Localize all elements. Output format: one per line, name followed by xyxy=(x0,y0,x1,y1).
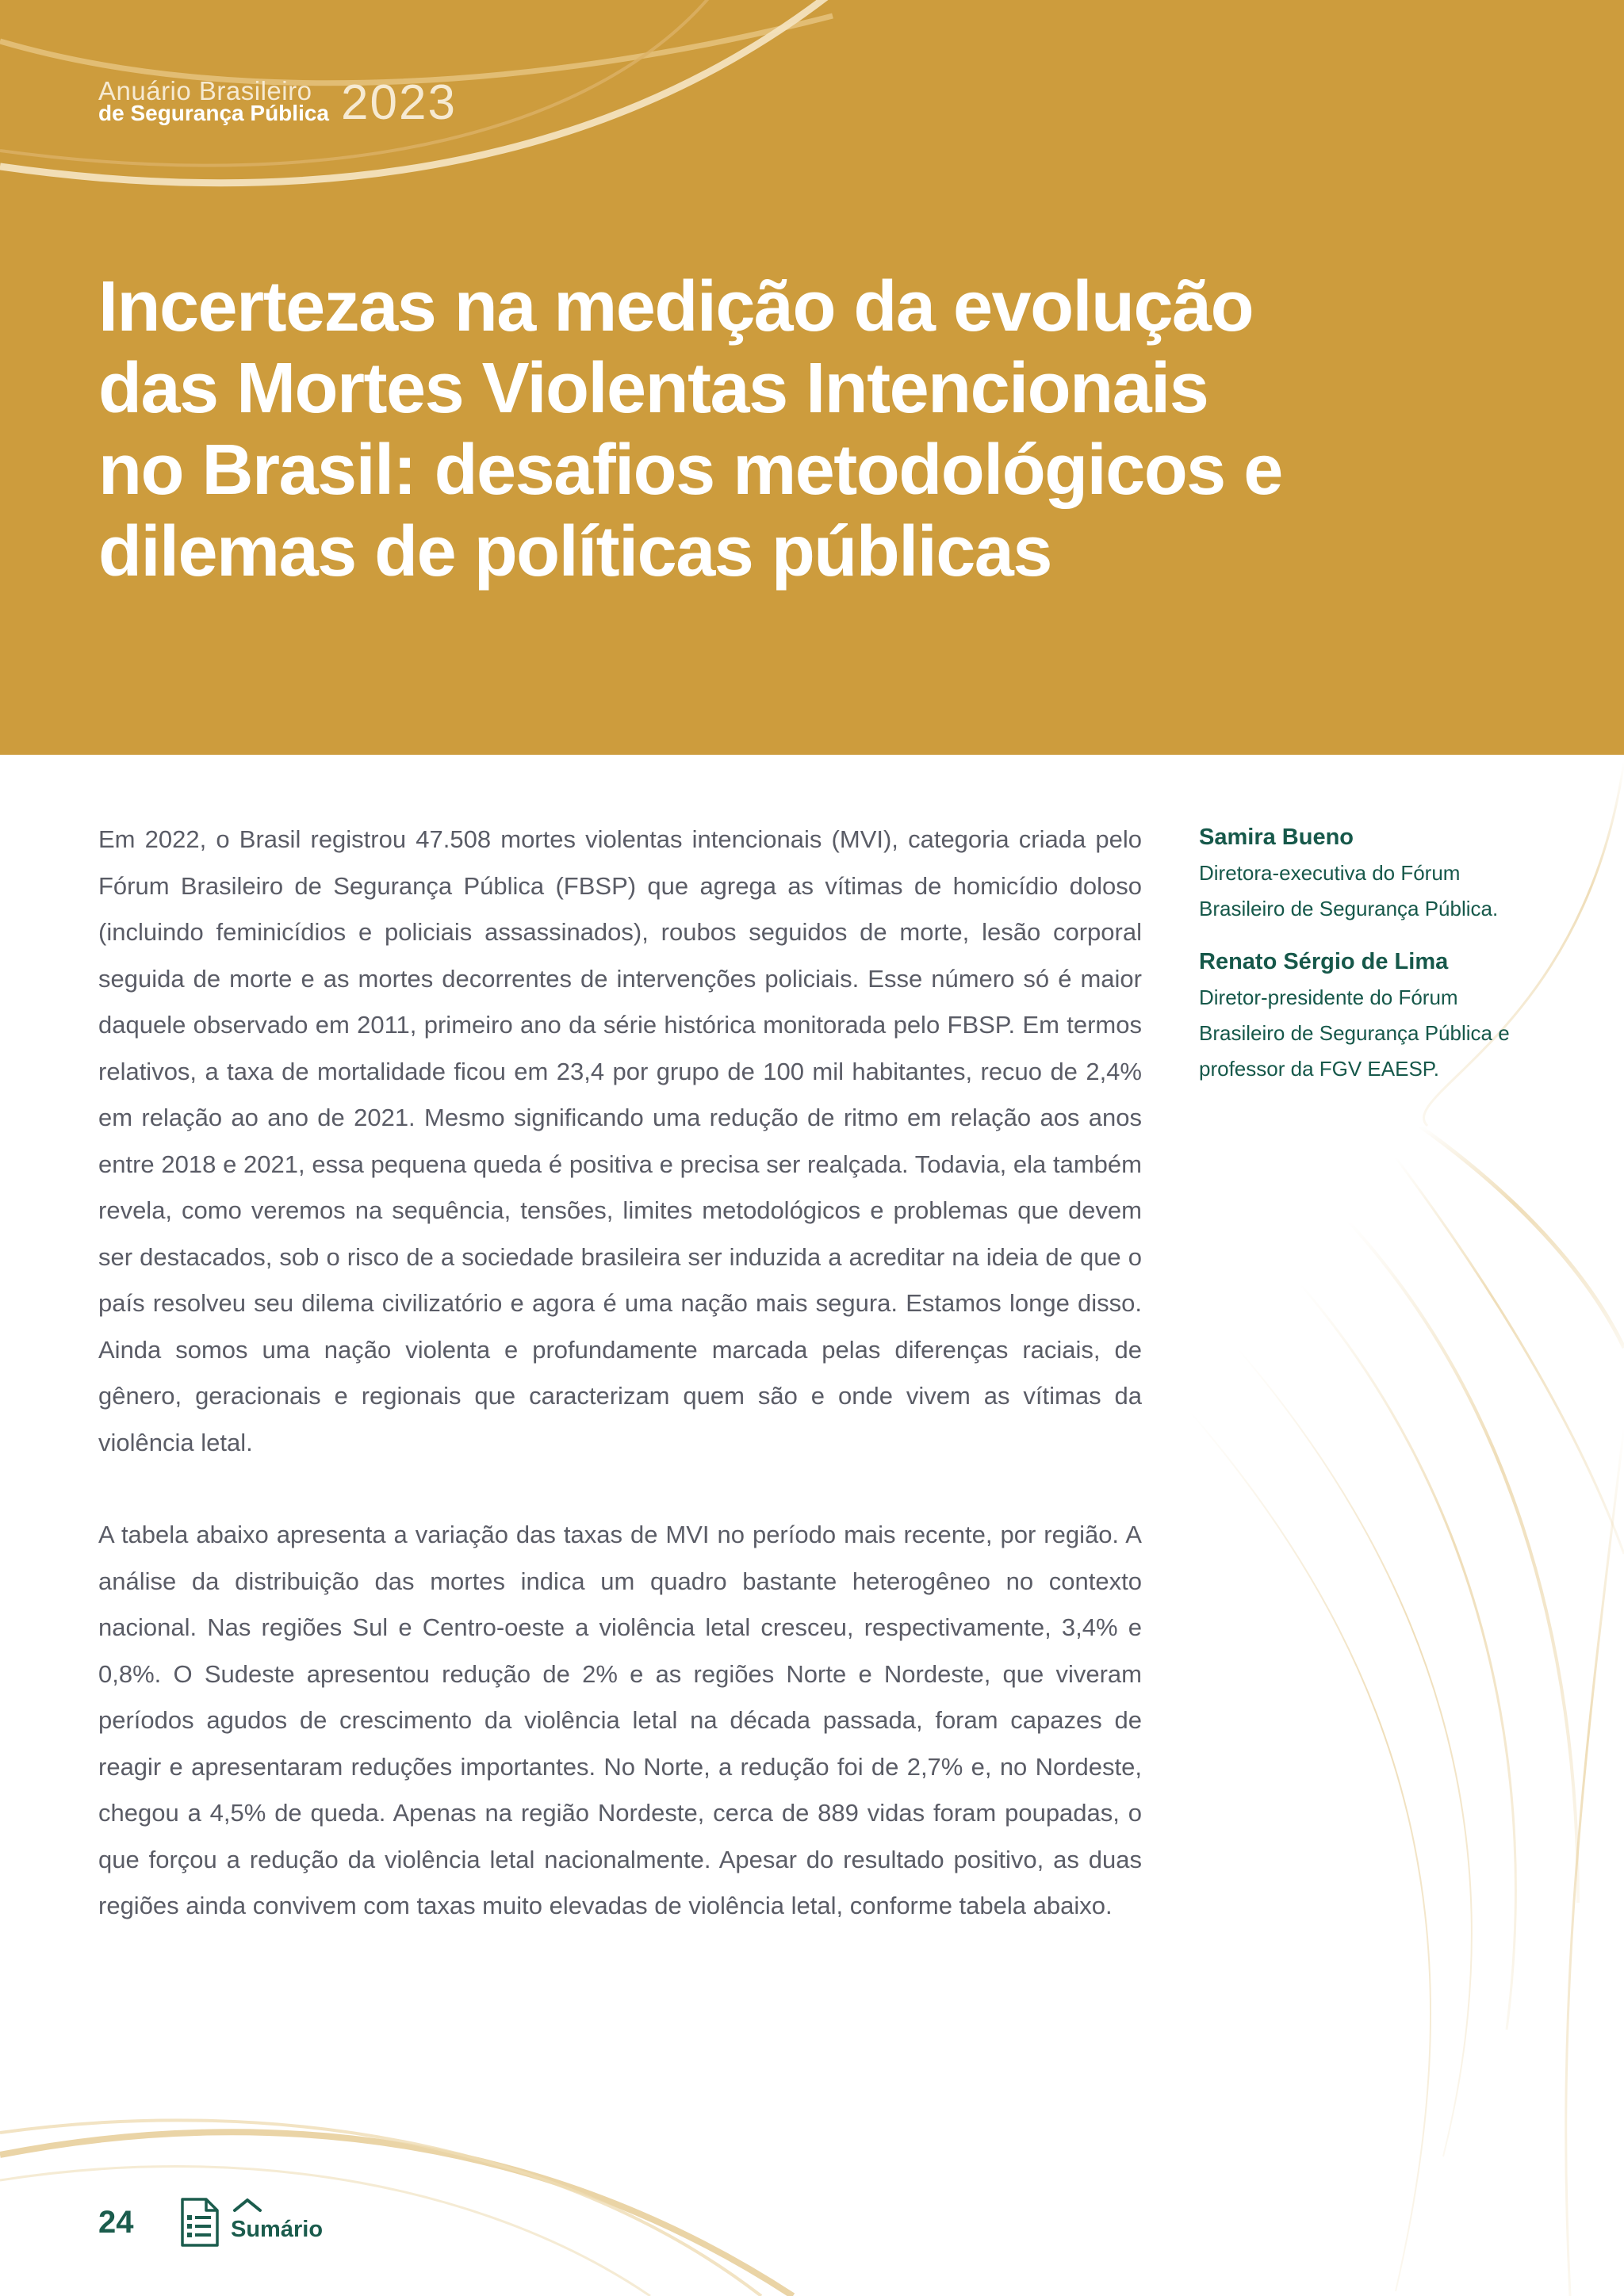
body-paragraph-1: Em 2022, o Brasil registrou 47.508 mortes violentas intencionais (MVI), categoria criada pelo Fórum Brasileiro de Segurança Pública (FBSP) que agrega as vítimas de homicídio doloso (incluindo feminicídios e policiais assassinados), roubos seguidos de morte, lesão corporal seguida de morte e as mortes decorrentes de intervenções policiais. Esse número só é maior daquele observado em 2011, primeiro ano da série histórica monitorada pelo FBSP. Em termos relativos, a taxa de mortalidade ficou em 23,4 por grupo de 100 mil habitantes, recuo de 2,4% em relação ao ano de 2021. Mesmo significando uma redução de ritmo em relação aos anos entre 2018 e 2021, essa pequena queda é positiva e precisa ser realçada. Todavia, ela também revela, como veremos na sequência, tensões, limites metodológicos e problemas que devem ser destacados, sob o risco de a sociedade brasileira ser induzida a acreditar na ideia de que o país resolveu seu dilema civilizatório e agora é uma nação mais segura. Estamos longe disso. Ainda somos uma nação violenta e profundamente marcada pelas diferenças raciais, de gênero, geracionais e regionais que caracterizam quem são e onde vivem as vítimas da violência letal. xyxy=(98,825,1142,1456)
document-list-icon xyxy=(179,2196,220,2248)
article-title: Incertezas na medição da evolução das Mortes Violentas Intencionais no Brasil: desafios metodológicos e dilemas de políticas públicas xyxy=(98,267,1282,591)
author-role: Diretor-presidente do Fórum Brasileiro de Segurança Pública e professor da FGV EAESP. xyxy=(1199,985,1510,1081)
author-name: Renato Sérgio de Lima xyxy=(1199,949,1449,974)
author-name: Samira Bueno xyxy=(1199,825,1354,850)
page-number: 24 xyxy=(98,2205,134,2240)
chevron-up-icon xyxy=(232,2196,263,2214)
brand-title-line2: de Segurança Pública xyxy=(98,101,329,125)
brand-title-line1: Anuário Brasileiro xyxy=(98,76,312,105)
author-role: Diretora-executiva do Fórum Brasileiro de Segurança Pública. xyxy=(1199,861,1499,920)
body-paragraph-2: A tabela abaixo apresenta a variação das taxas de MVI no período mais recente, por região. A análise da distribuição das mortes indica um quadro bastante heterogêneo no contexto nacional. Nas regiões Sul e Centro-oeste a violência letal cresceu, respectivamente, 3,4% e 0,8%. O Sudeste apresentou redução de 2% e as regiões Norte e Nordeste, que viveram períodos agudos de crescimento da violência letal na década passada, foram capazes de reagir e apresentaram reduções importantes. No Norte, a redução foi de 2,7% e, no Nordeste, chegou a 4,5% de queda. Apenas na região Nordeste, cerca de 889 vidas foram poupadas, o que forçou a redução da violência letal nacionalmente. Apesar do resultado positivo, as duas regiões ainda convivem com taxas muito elevadas de violência letal, conforme tabela abaixo. xyxy=(98,1521,1142,1919)
table-of-contents-label: Sumário xyxy=(231,2217,324,2242)
brand-year: 2023 xyxy=(341,75,457,130)
table-of-contents-link[interactable] xyxy=(179,2196,338,2252)
